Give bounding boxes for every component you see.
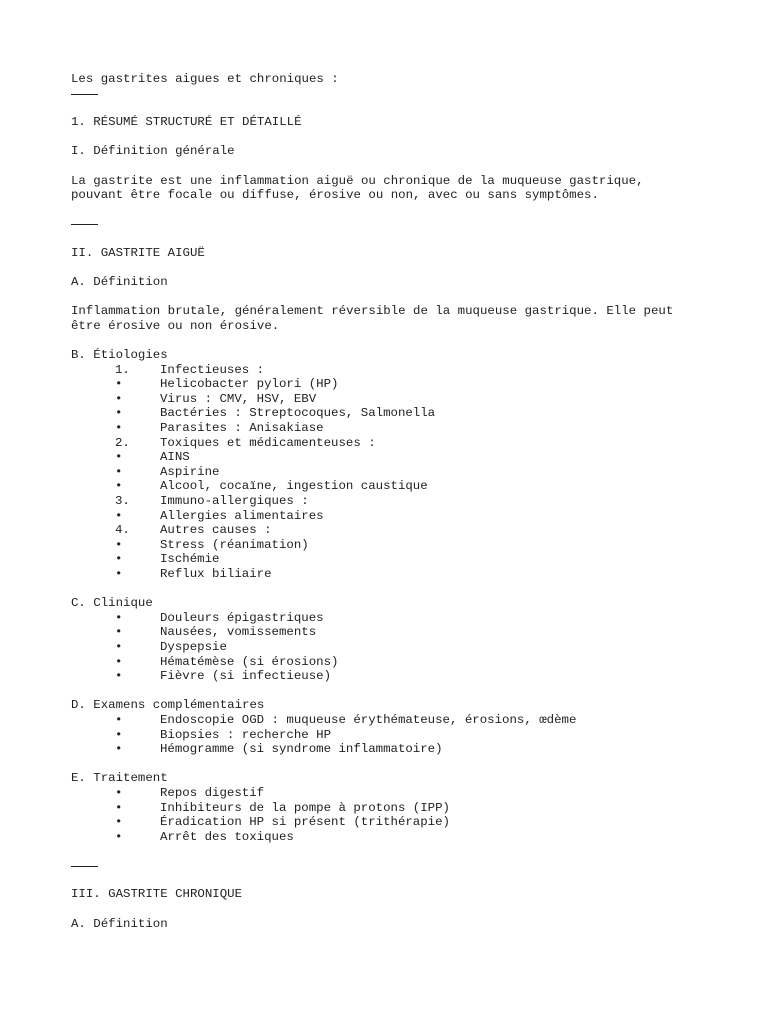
traitement-list (71, 786, 711, 844)
list-marker: • (115, 421, 123, 436)
list-item (71, 421, 711, 436)
list-item (71, 713, 711, 728)
list-marker: • (115, 742, 123, 757)
examens-list (71, 713, 711, 757)
list-item-text: Alcool, cocaïne, ingestion caustique (160, 479, 428, 494)
list-marker: • (115, 639, 123, 654)
list-marker: • (115, 654, 123, 669)
list-marker: • (115, 508, 123, 523)
list-item-text: Repos digestif (160, 785, 265, 800)
section-heading: I. Définition générale (71, 144, 235, 159)
paragraph-line: Inflammation brutale, généralement réversible de la muqueuse gastrique. Elle peut (71, 304, 674, 319)
list-item (71, 830, 711, 845)
list-item (71, 450, 711, 465)
list-marker: • (115, 727, 123, 742)
list-item-text: Fièvre (si infectieuse) (160, 669, 332, 684)
subsection-heading: A. Définition (71, 275, 168, 290)
list-marker: • (115, 829, 123, 844)
list-item (71, 392, 711, 407)
list-marker: • (115, 464, 123, 479)
list-item-text: Virus : CMV, HSV, EBV (160, 391, 317, 406)
list-item-text: Douleurs épigastriques (160, 610, 324, 625)
list-item-text: Éradication HP si présent (trithérapie) (160, 815, 450, 830)
list-item-text: Parasites : Anisakiase (160, 421, 324, 436)
list-marker: • (115, 815, 123, 830)
list-item-text: Bactéries : Streptocoques, Salmonella (160, 406, 436, 421)
list-item (71, 479, 711, 494)
list-marker: • (115, 669, 123, 684)
list-item-text: Immuno-allergiques : (160, 494, 309, 509)
list-item-text: Inhibiteurs de la pompe à protons (IPP) (160, 800, 450, 815)
subsection-heading: C. Clinique (71, 596, 153, 611)
list-marker: • (115, 567, 123, 581)
list-item-text: Helicobacter pylori (HP) (160, 377, 339, 392)
list-item (71, 625, 711, 640)
list-item-text: Hémogramme (si syndrome inflammatoire) (160, 742, 443, 757)
list-item-text: Dyspepsie (160, 639, 227, 654)
subsection-heading: B. Étiologies (71, 348, 168, 363)
list-item-text: Hématémèse (si érosions) (160, 654, 339, 669)
list-item (71, 523, 711, 538)
list-marker: • (115, 406, 123, 421)
list-item (71, 611, 711, 626)
list-item (71, 494, 711, 509)
document-title: Les gastrites aigues et chroniques : (71, 72, 339, 86)
list-marker: 2. (115, 435, 130, 450)
list-item-text: Arrêt des toxiques (160, 829, 294, 844)
list-item (71, 406, 711, 421)
subsection-heading: D. Examens complémentaires (71, 698, 265, 713)
list-item-text: Nausées, vomissements (160, 625, 317, 640)
list-marker: • (115, 450, 123, 465)
list-item (71, 728, 711, 743)
clinique-list (71, 611, 711, 684)
subsection-heading: A. Définition (71, 916, 168, 931)
list-item-text: Endoscopie OGD : muqueuse érythémateuse, érosions, œdème (160, 712, 577, 727)
section-heading: II. GASTRITE AIGUË (71, 245, 205, 260)
list-marker: • (115, 537, 123, 552)
list-item (71, 465, 711, 480)
list-marker: 1. (115, 362, 130, 377)
list-item-text: Reflux biliaire (160, 567, 272, 581)
list-marker: • (115, 712, 123, 727)
summary-heading: 1. RÉSUMÉ STRUCTURÉ ET DÉTAILLÉ (71, 115, 302, 130)
list-marker: 3. (115, 494, 130, 509)
paragraph-line: pouvant être focale ou diffuse, érosive ou non, avec ou sans symptômes. (71, 188, 599, 203)
list-item (71, 801, 711, 816)
separator (71, 224, 98, 225)
list-item (71, 377, 711, 392)
list-marker: • (115, 552, 123, 567)
list-item-text: Aspirine (160, 464, 220, 479)
list-item (71, 786, 711, 801)
list-item (71, 742, 711, 757)
list-item (71, 815, 711, 830)
list-item (71, 363, 711, 378)
list-item (71, 567, 711, 582)
list-item-text: Infectieuses : (160, 362, 265, 377)
list-item (71, 538, 711, 553)
list-item (71, 669, 711, 684)
subsection-heading: E. Traitement (71, 771, 168, 786)
list-item (71, 509, 711, 524)
list-item (71, 655, 711, 670)
list-marker: • (115, 785, 123, 800)
list-item-text: Stress (réanimation) (160, 537, 309, 552)
list-item-text: AINS (160, 450, 190, 465)
list-item-text: Autres causes : (160, 523, 272, 538)
document-body (71, 72, 711, 931)
separator (71, 866, 98, 867)
list-marker: 4. (115, 523, 130, 538)
list-item-text: Biopsies : recherche HP (160, 727, 332, 742)
etiologies-list (71, 363, 711, 582)
list-item-text: Ischémie (160, 552, 220, 567)
section-heading: III. GASTRITE CHRONIQUE (71, 887, 243, 902)
list-marker: • (115, 800, 123, 815)
list-marker: • (115, 625, 123, 640)
paragraph-line: être érosive ou non érosive. (71, 318, 280, 333)
list-marker: • (115, 377, 123, 392)
list-item-text: Allergies alimentaires (160, 508, 324, 523)
list-marker: • (115, 610, 123, 625)
separator (71, 94, 98, 95)
list-item (71, 552, 711, 567)
list-item (71, 436, 711, 451)
list-item-text: Toxiques et médicamenteuses : (160, 435, 376, 450)
list-marker: • (115, 391, 123, 406)
list-item (71, 640, 711, 655)
list-marker: • (115, 479, 123, 494)
paragraph-line: La gastrite est une inflammation aiguë ou chronique de la muqueuse gastrique, (71, 173, 644, 188)
